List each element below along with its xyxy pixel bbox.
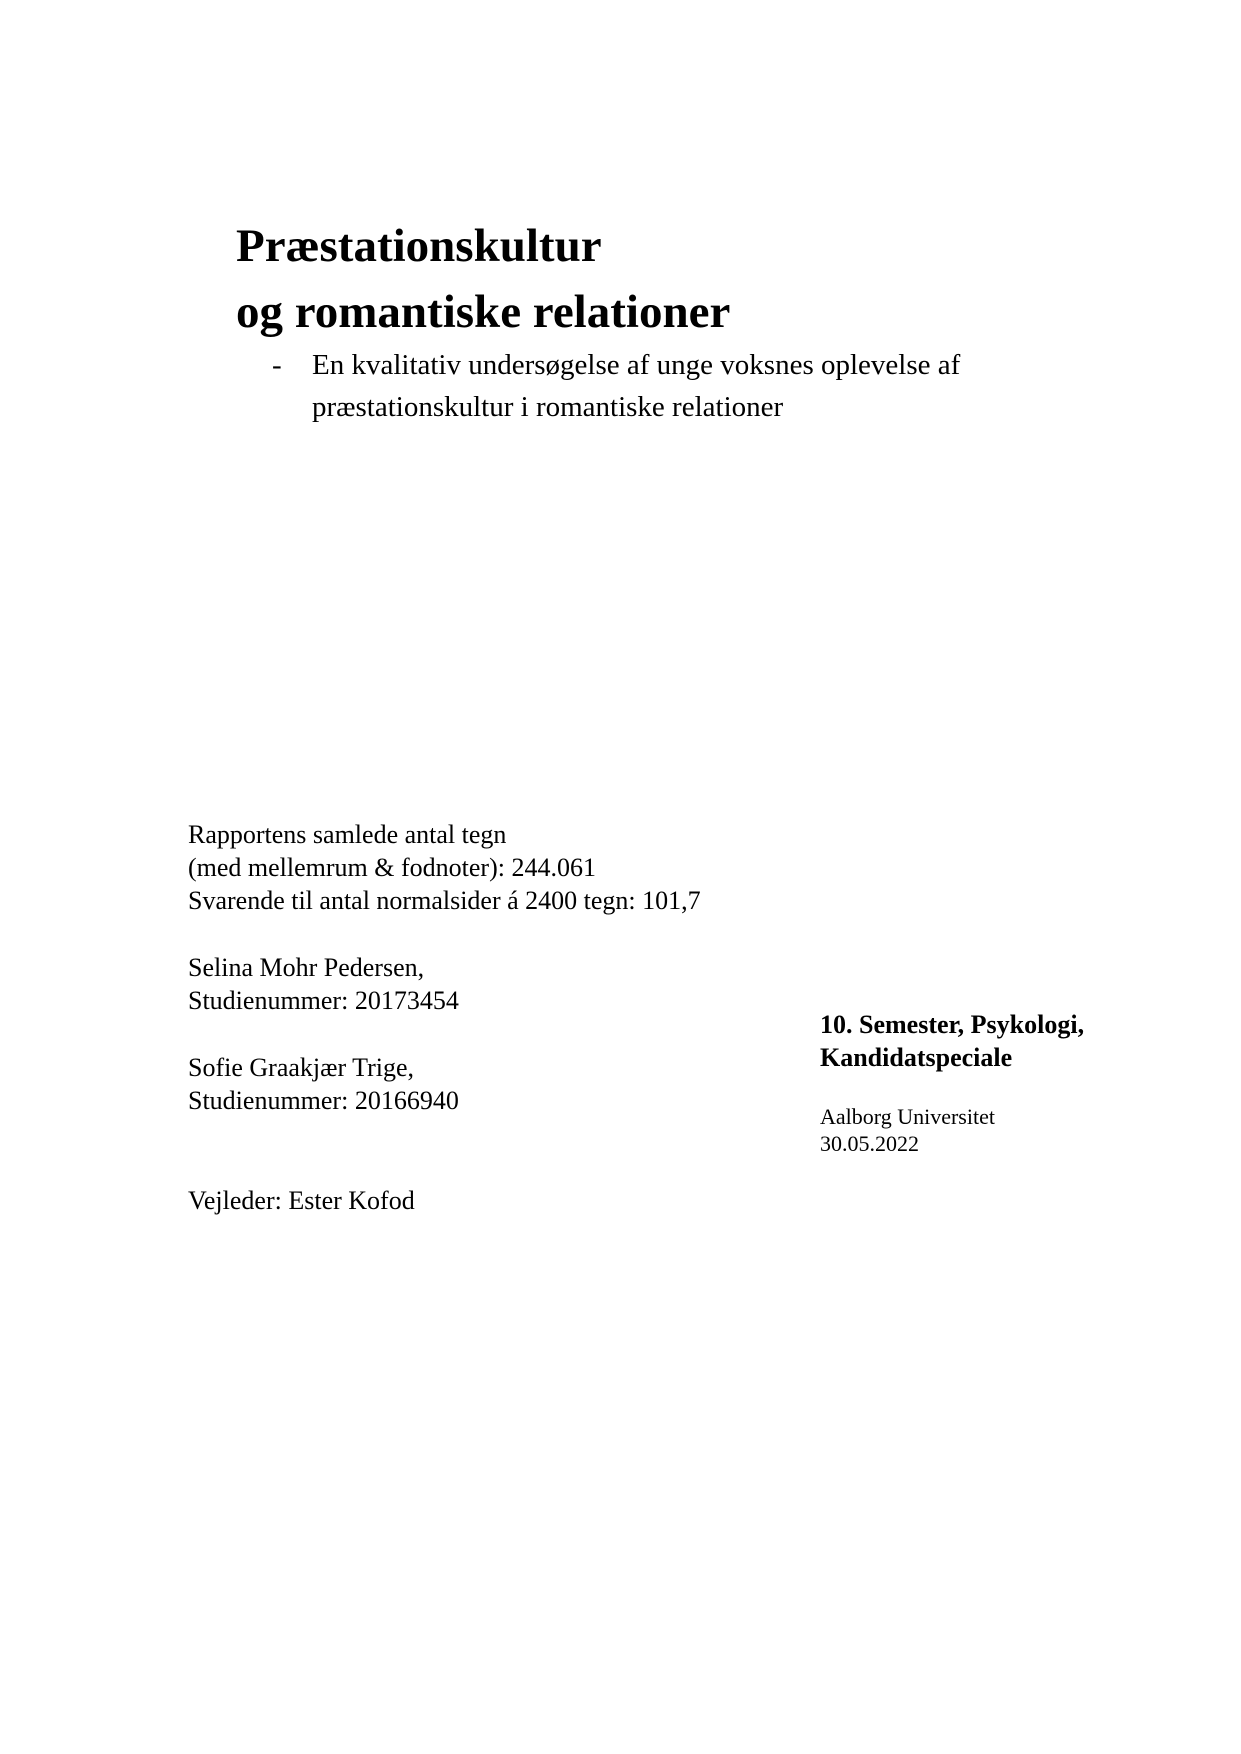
institution-name: Aalborg Universitet [820, 1104, 995, 1129]
character-count-line-2: (med mellemrum & fodnoter): 244.061 [188, 853, 596, 882]
program-block [820, 1008, 1084, 1074]
submission-date: 30.05.2022 [820, 1131, 919, 1156]
author-block [188, 951, 459, 1017]
author-student-number: Studienummer: 20173454 [188, 986, 459, 1015]
subtitle-line-1: En kvalitativ undersøgelse af unge voksnes oplevelse af [312, 349, 961, 381]
author-name: Sofie Graakjær Trige, [188, 1053, 415, 1082]
title-line-2: og romantiske relationer [236, 286, 731, 338]
program-line-2: Kandidatspeciale [820, 1043, 1013, 1072]
supervisor: Vejleder: Ester Kofod [188, 1186, 415, 1215]
institution-block [820, 1103, 995, 1157]
character-count-block [188, 818, 701, 917]
document-title [236, 213, 730, 345]
author-name: Selina Mohr Pedersen, [188, 953, 425, 982]
subtitle-line-2: præstationskultur i romantiske relationer [312, 391, 784, 423]
character-count-line-3: Svarende til antal normalsider á 2400 tegn: 101,7 [188, 886, 701, 915]
subtitle-bullet: - [272, 349, 282, 381]
character-count-line-1: Rapportens samlede antal tegn [188, 820, 507, 849]
title-line-1: Præstationskultur [236, 220, 602, 272]
author-block [188, 1051, 459, 1117]
program-line-1: 10. Semester, Psykologi, [820, 1010, 1085, 1039]
author-student-number: Studienummer: 20166940 [188, 1086, 459, 1115]
